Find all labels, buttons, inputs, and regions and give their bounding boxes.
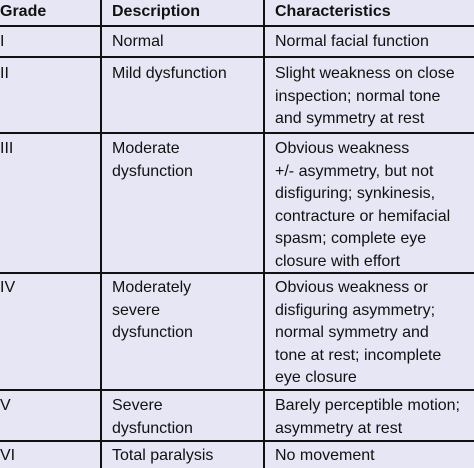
cell-description: Severe dysfunction [112,397,193,437]
row-divider [0,389,474,391]
cell-grade: V [0,397,11,414]
cell-grade: I [0,33,5,50]
table-row-grade-6 [0,445,474,468]
cell-grade: III [0,140,14,157]
header-description: Description [112,3,201,20]
column-divider [100,0,102,468]
table-row-grade-4 [0,277,474,389]
cell-grade: II [0,65,9,82]
table-row-grade-5 [0,395,474,440]
cell-description: Moderate dysfunction [112,140,193,180]
table-row-grade-2 [0,63,474,131]
row-divider [0,25,474,27]
header-grade: Grade [0,3,47,20]
table-row-grade-3 [0,138,474,273]
cell-characteristics: Slight weakness on close inspection; normal tone and symmetry at rest [275,65,455,127]
row-divider [0,272,474,274]
cell-grade: VI [0,447,16,464]
cell-description: Normal [112,33,164,50]
cell-description: Moderately severe dysfunction [112,279,193,341]
table-row-grade-1 [0,31,474,55]
row-divider [0,132,474,134]
cell-characteristics: Normal facial function [275,33,429,50]
row-divider [0,56,474,58]
cell-description: Mild dysfunction [112,65,227,82]
header-characteristics: Characteristics [275,3,391,20]
cell-characteristics: Obvious weakness or disfiguring asymmetry; normal symmetry and tone at rest; incomplete eye closure [275,279,442,386]
row-divider [0,440,474,442]
cell-description: Total paralysis [112,447,214,464]
cell-characteristics: Barely perceptible motion; asymmetry at rest [275,397,460,437]
cell-characteristics: Obvious weakness +/- asymmetry, but not disfiguring; synkinesis, contracture or hemifacial spasm; complete eye closure with effort [275,140,451,270]
cell-characteristics: No movement [275,447,375,464]
column-divider [263,0,265,468]
cell-grade: IV [0,279,16,296]
table-header-row [0,0,474,24]
